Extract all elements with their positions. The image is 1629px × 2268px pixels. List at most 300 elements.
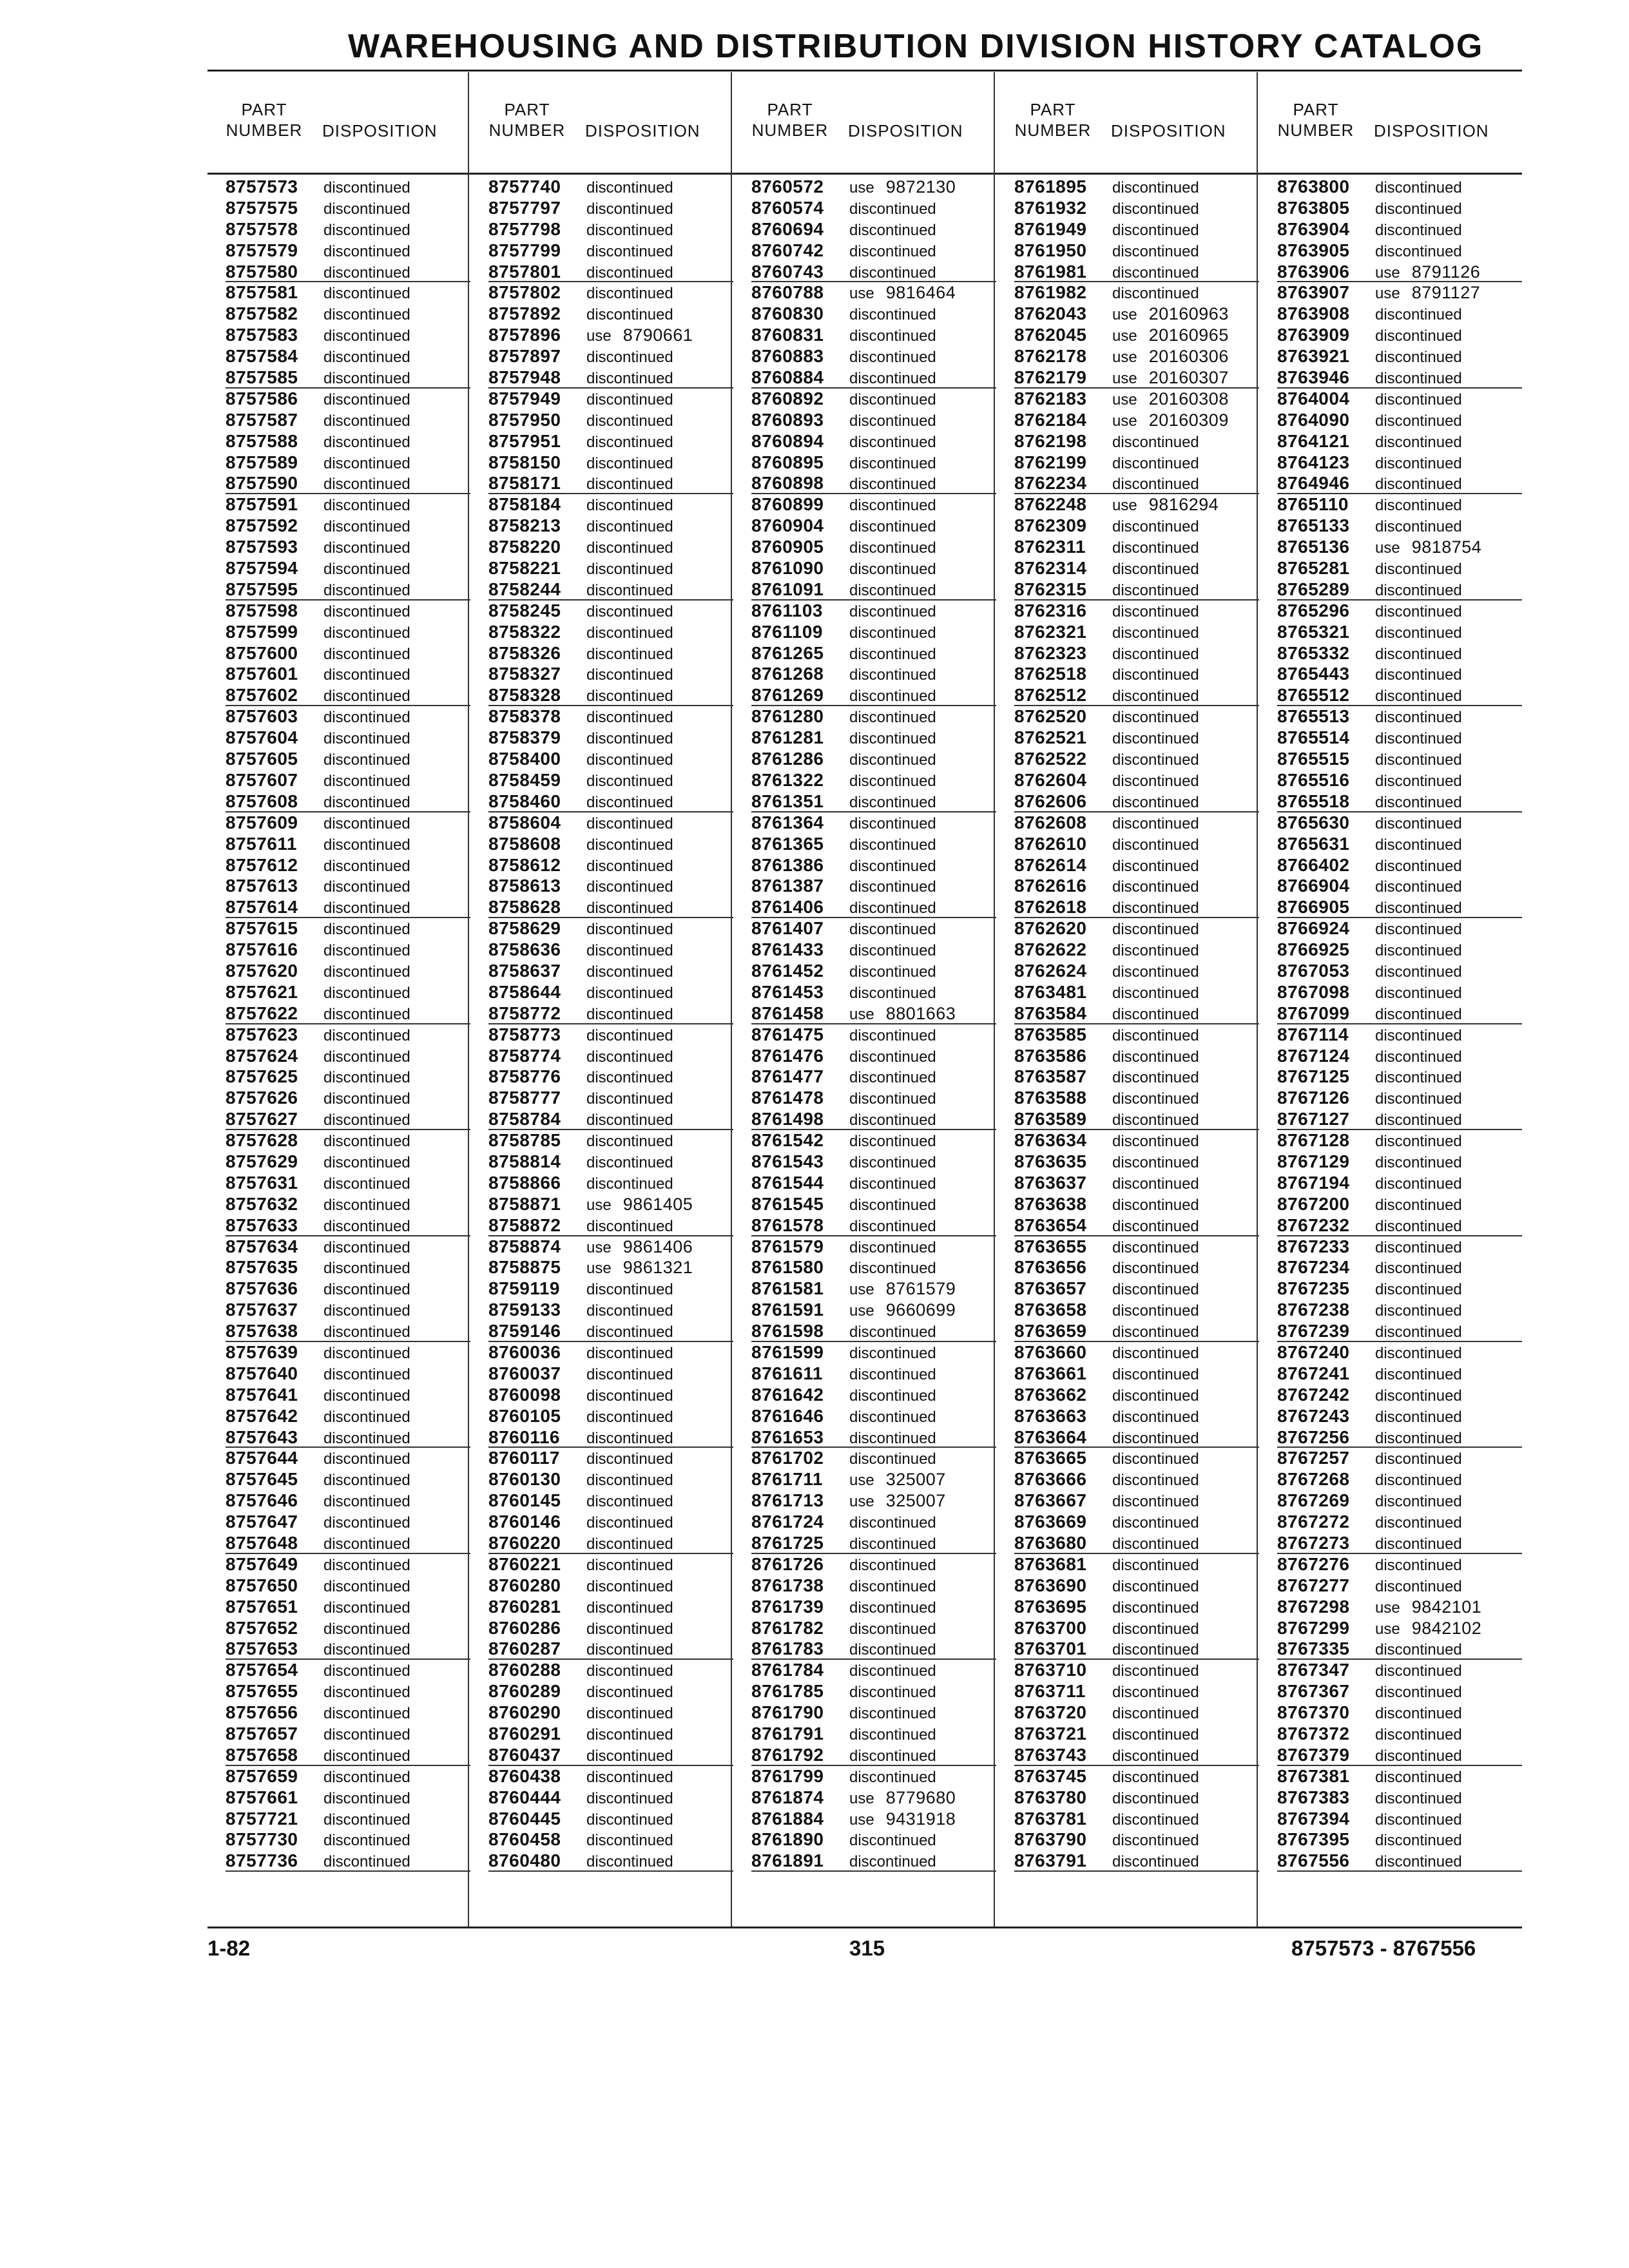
table-row [751,219,996,240]
disposition: discontinued [1375,518,1462,536]
table-row [488,240,733,262]
header-rule [207,173,470,175]
table-row [751,855,996,876]
header-part-number: PART NUMBER [488,100,566,140]
table-row [488,834,733,855]
table-row [1277,939,1522,961]
disposition: discontinued [849,1365,936,1383]
part-number: 8766905 [1277,897,1350,918]
part-number: 8767256 [1277,1427,1350,1447]
disposition: discontinued [1375,433,1462,451]
table-row [488,1766,733,1787]
table-row [488,515,733,537]
table-row [1277,791,1522,812]
replacement-part: 8791127 [1411,283,1481,303]
part-number: 8760905 [751,537,824,557]
table-row [488,1745,733,1766]
part-number: 8760892 [751,388,824,408]
part-number: 8761580 [751,1257,824,1278]
table-row [1014,579,1259,601]
disposition: discontinued [1112,1175,1199,1193]
part-number: 8763667 [1014,1490,1087,1511]
table-row [1014,1787,1259,1809]
table-row [226,452,470,474]
part-number: 8761932 [1014,197,1087,218]
disposition: discontinued [849,1048,936,1066]
part-number: 8757740 [488,177,561,197]
table-row [1014,1660,1259,1681]
part-number: 8757950 [488,409,561,430]
table-row [751,1809,996,1830]
header-part-number: PART NUMBER [751,100,829,140]
part-number: 8761890 [751,1829,824,1850]
header-disposition: DISPOSITION [1111,121,1226,140]
part-number: 8767126 [1277,1088,1350,1108]
disposition: discontinued [586,730,673,748]
table-row [488,1618,733,1639]
disposition: discontinued [1112,1387,1199,1405]
part-number: 8761949 [1014,218,1087,239]
table-row [1014,219,1259,240]
disposition: discontinued [849,666,936,684]
table-row [751,452,996,474]
part-number: 8759119 [488,1278,560,1299]
replacement-part: 9861406 [622,1236,693,1256]
table-row [226,622,470,643]
catalog-column [733,72,996,1928]
part-number: 8767232 [1277,1215,1350,1235]
disposition: discontinued [1375,1238,1462,1256]
table-row [1277,198,1522,219]
disposition: discontinued [1112,687,1199,706]
table-row [1277,601,1522,622]
part-number: 8762608 [1014,812,1087,832]
disposition: discontinued [849,1684,936,1702]
disposition: discontinued [586,984,673,1002]
disposition: discontinued [849,1514,936,1532]
part-number: 8757653 [226,1639,298,1659]
disposition: discontinued [1375,1026,1462,1044]
disposition: discontinued [323,666,410,684]
table-row [1014,1342,1259,1363]
table-row [226,1066,470,1088]
disposition: discontinued [586,1556,673,1574]
disposition: discontinued [1375,1111,1462,1129]
table-row [751,1046,996,1067]
table-row [751,1173,996,1194]
table-row [488,1469,733,1490]
table-row [1277,1575,1522,1597]
part-number: 8767276 [1277,1553,1350,1574]
table-row [226,1278,470,1300]
disposition: discontinued [586,1450,673,1468]
table-row [1277,664,1522,685]
disposition: discontinued [849,412,936,430]
table-row [1014,685,1259,706]
disposition: discontinued [1112,836,1199,854]
table-row [226,1406,470,1427]
disposition: discontinued [849,1429,936,1447]
part-number: 8762606 [1014,791,1087,811]
disposition: discontinued [586,349,673,367]
disposition: discontinued [586,1577,673,1595]
part-number: 8763656 [1014,1257,1087,1278]
disposition: discontinued [1375,1641,1462,1659]
table-row [488,1787,733,1809]
part-number: 8758326 [488,642,561,663]
header-disposition: DISPOSITION [322,121,438,140]
disposition: discontinued [1375,476,1462,494]
part-number: 8763638 [1014,1193,1087,1214]
table-row [488,325,733,346]
disposition: discontinued [1375,878,1462,896]
disposition: discontinued [323,1387,410,1405]
disposition: discontinued [1112,1662,1199,1680]
part-number: 8763700 [1014,1617,1087,1638]
part-number: 8761475 [751,1024,824,1044]
disposition: discontinued [1112,1620,1199,1638]
disposition: discontinued [323,412,410,430]
disposition: discontinued [1375,645,1462,663]
disposition: discontinued [1375,1832,1462,1850]
table-row [1014,346,1259,367]
table-row [1277,240,1522,262]
part-number: 8763921 [1277,346,1350,367]
disposition: discontinued [1112,1450,1199,1468]
disposition: discontinued [1375,899,1462,918]
disposition: discontinued [323,1789,410,1807]
table-row [226,1427,470,1448]
table-row [488,198,733,219]
table-row [226,219,470,240]
part-range: 8757573 - 8767556 [1291,1936,1476,1960]
disposition: discontinued [1112,624,1199,642]
disposition: discontinued [586,1832,673,1850]
table-row [226,706,470,727]
part-number: 8760884 [751,367,824,388]
part-number: 8761091 [751,579,824,599]
part-number: 8757730 [226,1829,298,1850]
disposition: discontinued [1375,1705,1462,1723]
table-row [1014,1173,1259,1194]
table-row [751,791,996,812]
disposition: discontinued [849,454,936,472]
part-number: 8764946 [1277,473,1350,494]
table-row [226,1321,470,1342]
disposition: discontinued [1375,1450,1462,1468]
disposition: discontinued [1375,1302,1462,1320]
table-row [1277,749,1522,770]
disposition: discontinued [849,645,936,663]
part-number: 8757636 [226,1278,298,1299]
disposition: discontinued [586,1302,673,1320]
disposition: discontinued [586,1153,673,1171]
table-row [1014,1618,1259,1639]
part-number: 8767234 [1277,1257,1350,1278]
table-row [1277,1787,1522,1809]
table-row [1277,1766,1522,1787]
disposition: use 325007 [849,1491,946,1511]
table-row [751,918,996,939]
disposition: discontinued [1112,285,1199,303]
disposition: discontinued [1375,1493,1462,1511]
table-row [1277,537,1522,558]
table-row [751,622,996,643]
row-list [226,177,470,1872]
table-row [488,1575,733,1597]
column-header [470,95,733,173]
part-number: 8760898 [751,473,824,494]
disposition: discontinued [323,645,410,663]
table-row [226,579,470,601]
disposition: discontinued [323,327,410,345]
table-row [1014,1215,1259,1236]
part-number: 8765281 [1277,558,1350,579]
table-row [488,410,733,431]
disposition: discontinued [1375,772,1462,790]
part-number: 8763791 [1014,1850,1087,1871]
table-row [488,918,733,939]
part-number: 8757589 [226,452,298,472]
disposition: discontinued [323,285,410,303]
table-row [751,1618,996,1639]
part-number: 8757620 [226,960,298,981]
disposition: discontinued [849,942,936,960]
table-row [226,1724,470,1745]
part-number: 8763658 [1014,1300,1087,1320]
part-number: 8763666 [1014,1469,1087,1490]
part-number: 8763481 [1014,981,1087,1002]
disposition: discontinued [323,1408,410,1426]
table-row [488,1173,733,1194]
disposition: discontinued [849,836,936,854]
disposition: discontinued [1112,1090,1199,1108]
part-number: 8757647 [226,1512,298,1532]
part-number: 8763588 [1014,1088,1087,1108]
disposition: discontinued [586,1641,673,1659]
table-row [1277,1490,1522,1512]
table-row [1277,1618,1522,1639]
table-row [751,1024,996,1046]
header-part-number: PART NUMBER [226,100,303,140]
disposition: discontinued [1112,1472,1199,1490]
disposition: discontinued [1112,730,1199,748]
table-row [1014,303,1259,325]
disposition: use 8779680 [849,1787,956,1807]
disposition: discontinued [586,1387,673,1405]
part-number: 8757651 [226,1596,298,1617]
disposition: discontinued [1375,836,1462,854]
table-row [1014,897,1259,918]
part-number: 8757896 [488,325,561,345]
disposition: discontinued [586,1853,673,1871]
table-row [751,325,996,346]
table-row [1014,1278,1259,1300]
part-number: 8763589 [1014,1109,1087,1129]
table-row [226,601,470,622]
part-number: 8767242 [1277,1384,1350,1405]
disposition: discontinued [1112,1789,1199,1807]
table-row [1014,918,1259,939]
part-number: 8760117 [488,1448,560,1468]
part-number: 8767383 [1277,1787,1350,1807]
table-row [1277,579,1522,601]
part-number: 8761783 [751,1639,824,1659]
part-number: 8767099 [1277,1003,1350,1023]
table-row [488,1215,733,1236]
part-number: 8761711 [751,1469,823,1490]
part-number: 8761713 [751,1490,824,1511]
table-row [1014,1512,1259,1533]
disposition: discontinued [849,1620,936,1638]
disposition: use 9816294 [1112,495,1219,515]
disposition: discontinued [586,1747,673,1765]
table-row [1014,601,1259,622]
disposition: discontinued [1112,1514,1199,1532]
part-number: 8765513 [1277,706,1350,727]
disposition: use 8791126 [1375,262,1481,282]
table-row [1277,494,1522,515]
disposition: discontinued [323,518,410,536]
disposition: discontinued [849,221,936,239]
disposition: discontinued [1375,1472,1462,1490]
disposition: discontinued [1112,264,1199,282]
disposition: discontinued [1112,793,1199,811]
part-number: 8762248 [1014,494,1087,515]
part-number: 8757609 [226,812,298,832]
disposition: discontinued [586,1111,673,1129]
catalog-column [996,72,1259,1928]
part-number: 8767127 [1277,1109,1350,1129]
replacement-part: 325007 [885,1470,946,1490]
part-number: 8763720 [1014,1702,1087,1723]
part-number: 8757582 [226,303,298,324]
row-list [1277,177,1522,1872]
table-row [751,664,996,685]
table-row [1014,537,1259,558]
disposition: discontinued [586,1514,673,1532]
disposition: discontinued [323,1450,410,1468]
disposition: discontinued [1112,1747,1199,1765]
part-number: 8760220 [488,1533,561,1553]
table-row [226,473,470,494]
table-row [226,198,470,219]
disposition: discontinued [1375,1789,1462,1807]
part-number: 8758637 [488,960,561,981]
part-number: 8765321 [1277,621,1350,642]
table-row [1277,367,1522,389]
table-row [488,791,733,812]
part-number: 8762616 [1014,876,1087,896]
table-row [226,389,470,410]
part-number: 8757639 [226,1341,298,1362]
part-number: 8767298 [1277,1596,1350,1617]
disposition: discontinued [849,370,936,388]
disposition: use 8791127 [1375,283,1481,303]
replacement-part: 8801663 [885,1003,956,1023]
disposition: discontinued [1375,814,1462,832]
disposition: discontinued [1112,1069,1199,1087]
disposition: discontinued [1112,200,1199,218]
table-row [751,303,996,325]
table-row [1277,1278,1522,1300]
table-row [1277,770,1522,791]
disposition: discontinued [849,751,936,769]
disposition: use 9816464 [849,283,956,303]
part-number: 8763584 [1014,1003,1087,1023]
part-number: 8765631 [1277,833,1350,854]
part-number: 8757591 [226,494,298,515]
table-row [1277,1257,1522,1278]
disposition: discontinued [1375,242,1462,260]
part-number: 8758378 [488,706,561,727]
table-row [1277,1003,1522,1024]
table-row [1277,1639,1522,1660]
table-row [488,812,733,834]
part-number: 8757627 [226,1109,298,1129]
table-row [488,1321,733,1342]
part-number: 8757637 [226,1300,298,1320]
table-row [751,346,996,367]
table-row [488,1681,733,1702]
table-row [1277,1427,1522,1448]
part-number: 8764123 [1277,452,1350,472]
part-number: 8761280 [751,706,824,727]
table-row [1014,1702,1259,1724]
disposition: discontinued [849,899,936,918]
replacement-part: 8779680 [885,1787,956,1807]
part-number: 8757661 [226,1787,298,1807]
part-number: 8758875 [488,1257,561,1278]
table-row [488,1024,733,1046]
part-number: 8767235 [1277,1278,1350,1299]
part-number: 8757801 [488,261,561,282]
part-number: 8761950 [1014,240,1087,260]
part-number: 8757592 [226,515,298,536]
page-title: WAREHOUSING AND DISTRIBUTION DIVISION HISTORY CATALOG [348,28,1484,65]
part-number: 8757645 [226,1469,298,1490]
table-row [226,1215,470,1236]
table-row [751,1300,996,1321]
table-row [226,855,470,876]
disposition: discontinued [1375,454,1462,472]
table-row [226,918,470,939]
disposition: use 8801663 [849,1003,956,1023]
table-row [226,1236,470,1258]
disposition: discontinued [323,264,410,282]
table-row [1014,452,1259,474]
table-row [226,537,470,558]
table-row [488,1448,733,1469]
part-number: 8757599 [226,621,298,642]
table-row [1277,834,1522,855]
table-row [1014,1639,1259,1660]
header-part-number: PART NUMBER [1277,100,1354,140]
part-number: 8757638 [226,1321,298,1341]
disposition: discontinued [849,306,936,324]
disposition: discontinued [323,857,410,875]
table-row [488,1088,733,1109]
part-number: 8767381 [1277,1765,1350,1786]
part-number: 8758150 [488,452,561,472]
table-row [226,1088,470,1109]
table-row [488,389,733,410]
table-row [226,367,470,389]
top-rule [207,70,1522,72]
bottom-rule [207,1927,1522,1928]
table-row [751,897,996,918]
disposition: discontinued [1112,518,1199,536]
